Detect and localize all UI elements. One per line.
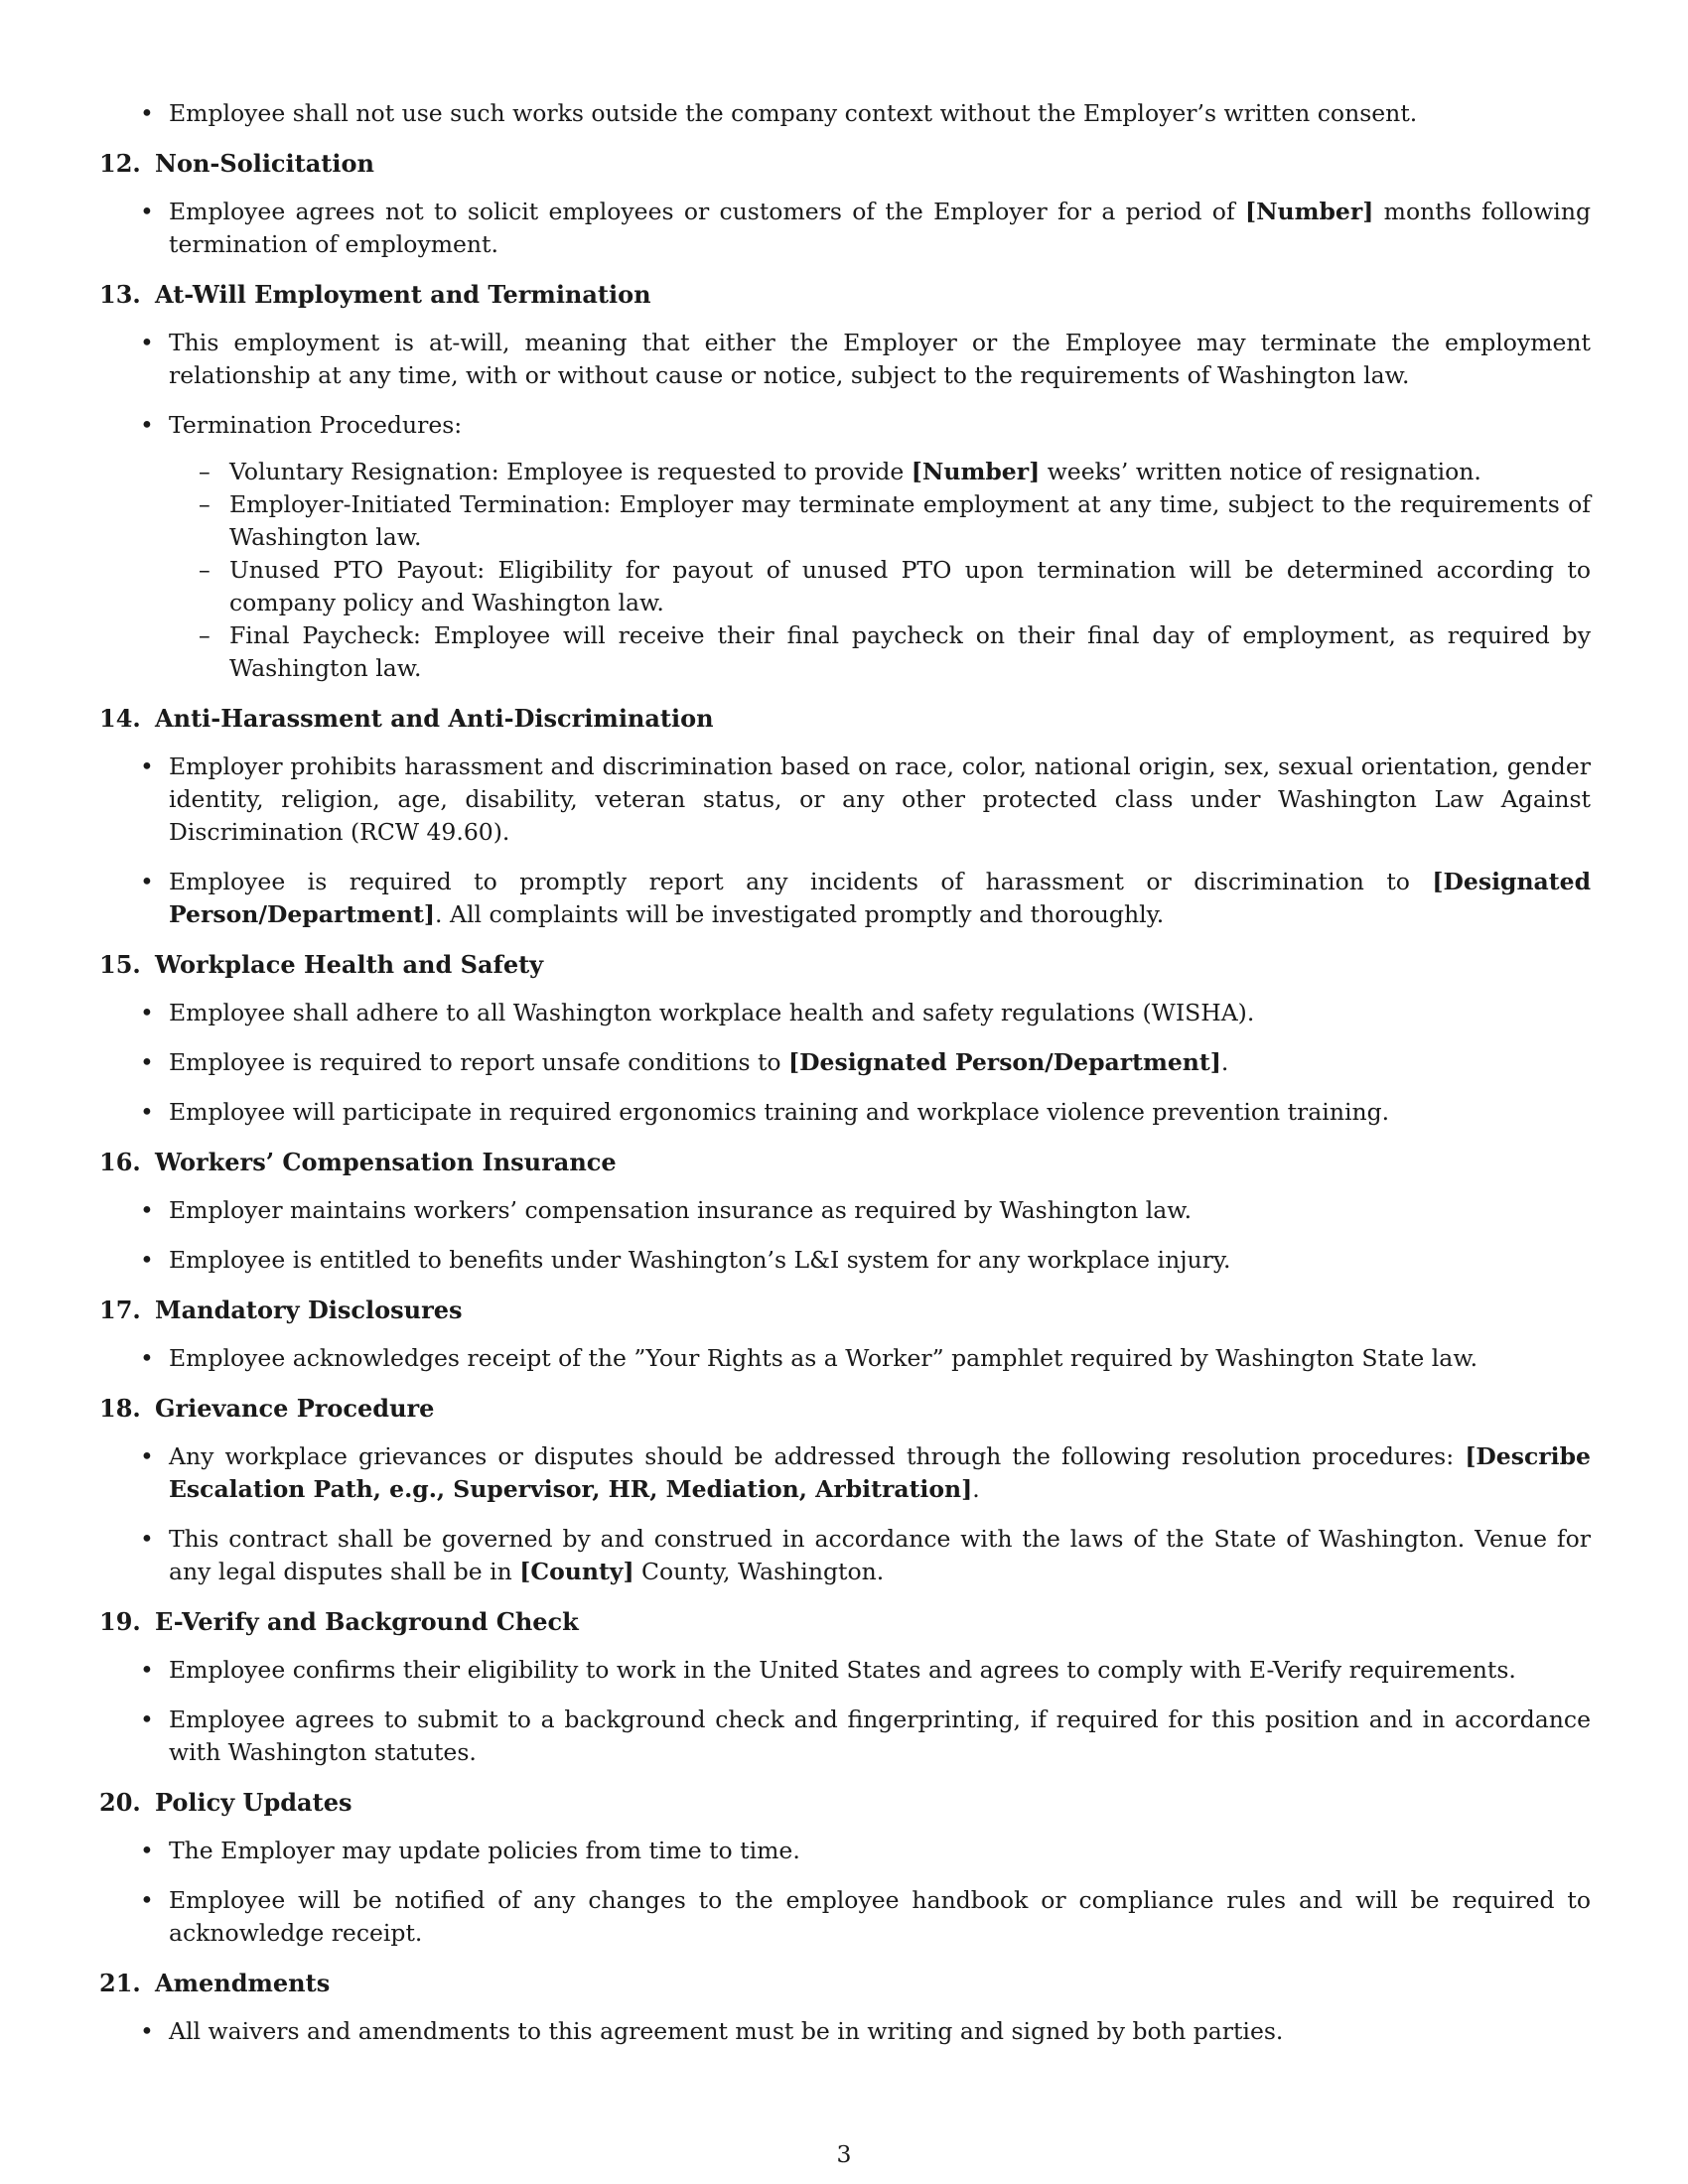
placeholder-field: [Describe Escalation Path, e.g., Supervisor, HR, Mediation, Arbitration] (169, 1442, 1591, 1503)
list-item: • Any workplace grievances or disputes should be addressed through the following resolution procedures: [Describe Escalation Path, e.g., Supervisor, HR, Mediation, Arbitration]. (99, 1440, 1591, 1506)
section-heading-16: 16. Workers’ Compensation Insurance (99, 1148, 617, 1176)
list-item: • This employment is at-will, meaning that either the Employer or the Employee may terminate the employment relationship at any time, with or without cause or notice, subject to the requirements of Washington law. (99, 327, 1591, 392)
list-item: • Employee is required to report unsafe conditions to [Designated Person/Department]. (99, 1046, 1591, 1079)
section-heading-19: 19. E-Verify and Background Check (99, 1607, 579, 1636)
section-heading-17: 17. Mandatory Disclosures (99, 1296, 463, 1324)
section-heading-21: 21. Amendments (99, 1969, 331, 1997)
placeholder-field: [Designated Person/Department] (788, 1048, 1221, 1076)
placeholder-field: [County] (519, 1558, 634, 1585)
list-item: • The Employer may update policies from time to time. (99, 1835, 1591, 1867)
section-heading-14: 14. Anti-Harassment and Anti-Discrimination (99, 704, 714, 733)
sub-list (99, 456, 1591, 685)
list-item: • Termination Procedures: (99, 409, 1591, 442)
list-item: • Employee agrees to submit to a background check and fingerprinting, if required for this position and in accordance with Washington statutes. (99, 1704, 1591, 1769)
sub-list-item: – Employer-Initiated Termination: Employer may terminate employment at any time, subject to the requirements of Washington law. (99, 488, 1591, 554)
placeholder-field: [Number] (1244, 198, 1374, 225)
placeholder-field: [Designated Person/Department] (169, 868, 1591, 928)
section-heading-20: 20. Policy Updates (99, 1788, 352, 1817)
list-item: • Employee is entitled to benefits under Washington’s L&I system for any workplace injury. (99, 1244, 1591, 1277)
list-item: • Employee shall not use such works outside the company context without the Employer’s written consent. (99, 97, 1591, 130)
list-item: • Employee acknowledges receipt of the ”Your Rights as a Worker” pamphlet required by Washington State law. (99, 1342, 1591, 1375)
document-page (99, 97, 1591, 2065)
page-number: 3 (836, 2140, 852, 2168)
list-item: • All waivers and amendments to this agreement must be in writing and signed by both parties. (99, 2015, 1591, 2048)
list-item: • Employee shall adhere to all Washington workplace health and safety regulations (WISHA). (99, 997, 1591, 1029)
section-heading-18: 18. Grievance Procedure (99, 1394, 435, 1423)
section-heading-15: 15. Workplace Health and Safety (99, 950, 544, 979)
sub-list-item: – Unused PTO Payout: Eligibility for payout of unused PTO upon termination will be determined according to company policy and Washington law. (99, 554, 1591, 619)
list-item: • Employer maintains workers’ compensation insurance as required by Washington law. (99, 1194, 1591, 1227)
sub-list-item: – Voluntary Resignation: Employee is requested to provide [Number] weeks’ written notice of resignation. (99, 456, 1591, 488)
list-item: • Employee agrees not to solicit employees or customers of the Employer for a period of [Number] months following termination of employment. (99, 196, 1591, 261)
list-item: • Employee will be notified of any changes to the employee handbook or compliance rules and will be required to acknowledge receipt. (99, 1884, 1591, 1950)
placeholder-field: [Number] (911, 458, 1041, 485)
section-heading-13: 13. At-Will Employment and Termination (99, 280, 651, 309)
sub-list-item: – Final Paycheck: Employee will receive their final paycheck on their final day of employment, as required by Washington law. (99, 619, 1591, 685)
list-item: • This contract shall be governed by and construed in accordance with the laws of the State of Washington. Venue for any legal disputes shall be in [County] County, Washington. (99, 1523, 1591, 1588)
list-item: • Employer prohibits harassment and discrimination based on race, color, national origin, sex, sexual orientation, gender identity, religion, age, disability, veteran status, or any other protected class under Washington Law Against Discrimination (RCW 49.60). (99, 751, 1591, 849)
section-heading-12: 12. Non-Solicitation (99, 149, 374, 178)
list-item: • Employee will participate in required ergonomics training and workplace violence prevention training. (99, 1096, 1591, 1129)
list-item: • Employee is required to promptly report any incidents of harassment or discrimination to [Designated Person/Department]. All complaints will be investigated promptly and thoroughly. (99, 866, 1591, 931)
list-item: • Employee confirms their eligibility to work in the United States and agrees to comply with E-Verify requirements. (99, 1654, 1591, 1687)
